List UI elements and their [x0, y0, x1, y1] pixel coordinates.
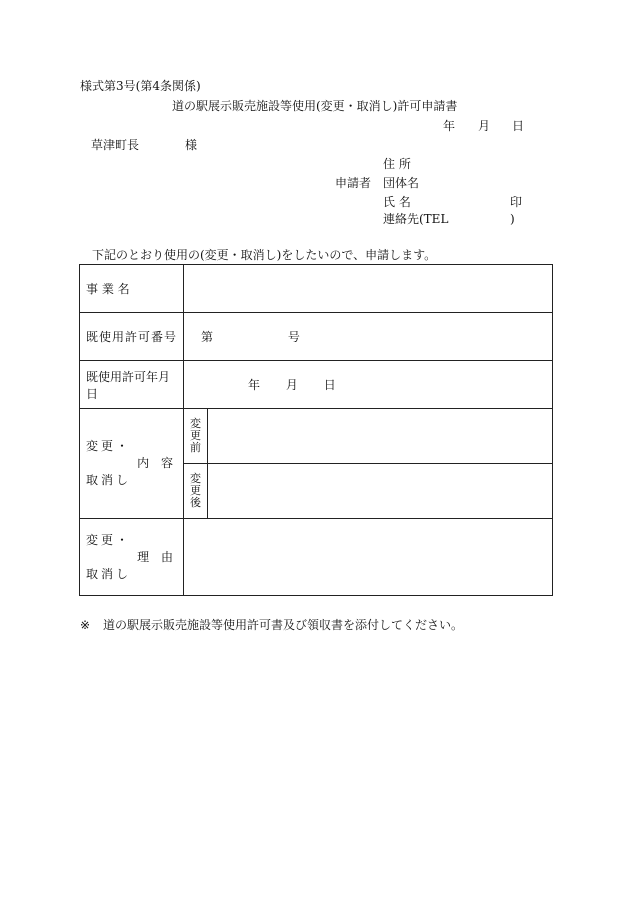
content-label-cell	[80, 409, 184, 519]
seal-mark: 印	[510, 195, 523, 209]
applicant-contact-close: )	[510, 212, 515, 226]
addressee-name: 草津町長	[91, 138, 140, 152]
applicant-name-label: 氏 名	[383, 195, 411, 209]
reason-label-top: 変更・	[86, 532, 132, 547]
form-number: 様式第3号(第4条関係)	[80, 79, 201, 93]
content-label-top: 変更・	[86, 439, 132, 453]
permit-number-label: 既使用許可番号	[86, 330, 178, 344]
business-name-label-text: 事 業 名	[86, 282, 130, 296]
content-label-bottom: 取消し	[86, 473, 132, 487]
business-name-label-cell	[80, 265, 184, 313]
applicant-group-label: 団体名	[383, 176, 420, 190]
row-permit-date	[80, 361, 553, 409]
date-day-label: 日	[512, 119, 525, 133]
content-label	[86, 438, 179, 489]
footnote-mark: ※	[80, 618, 91, 632]
permit-date-month: 月	[285, 378, 298, 392]
permit-number-suffix: 号	[287, 330, 300, 344]
row-reason	[80, 519, 553, 596]
reason-label-mid: 理 由	[137, 549, 177, 564]
permit-number-prefix: 第	[201, 330, 214, 344]
reason-label-bottom: 取消し	[86, 566, 132, 581]
before-label-cell	[184, 409, 208, 464]
after-label-cell	[184, 464, 208, 519]
addressee-honorific: 様	[185, 138, 198, 152]
permit-date-day: 日	[323, 378, 336, 392]
permit-date-field[interactable]	[184, 361, 553, 409]
change-before-field[interactable]	[208, 409, 553, 464]
applicant-address-label: 住 所	[383, 157, 411, 171]
permit-date-label-cell	[80, 361, 184, 409]
business-name-label	[86, 280, 179, 297]
row-change-before	[80, 409, 553, 464]
permit-number-label-cell	[80, 313, 184, 361]
date-year-label: 年	[443, 119, 456, 133]
change-after-field[interactable]	[208, 464, 553, 519]
permit-number-field[interactable]	[184, 313, 553, 361]
form-title: 道の駅展示販売施設等使用(変更・取消し)許可申請書	[172, 99, 458, 113]
footnote-text: 道の駅展示販売施設等使用許可書及び領収書を添付してください。	[103, 618, 464, 632]
application-table	[79, 264, 553, 596]
reason-label-cell	[80, 519, 184, 596]
content-label-mid: 内 容	[137, 456, 177, 470]
applicant-contact-label: 連絡先(TEL	[383, 212, 449, 226]
permit-date-label: 既使用許可年月日	[86, 369, 171, 401]
row-permit-number	[80, 313, 553, 361]
reason-field[interactable]	[184, 519, 553, 596]
row-business-name	[80, 265, 553, 313]
permit-date-year: 年	[248, 378, 261, 392]
before-label: 変更前	[190, 417, 201, 454]
applicant-label: 申請者	[335, 176, 372, 190]
reason-label	[86, 532, 179, 583]
business-name-field[interactable]	[184, 265, 553, 313]
after-label: 変更後	[190, 472, 201, 509]
date-month-label: 月	[478, 119, 491, 133]
intro-text: 下記のとおり使用の(変更・取消し)をしたいので、申請します。	[92, 248, 437, 262]
